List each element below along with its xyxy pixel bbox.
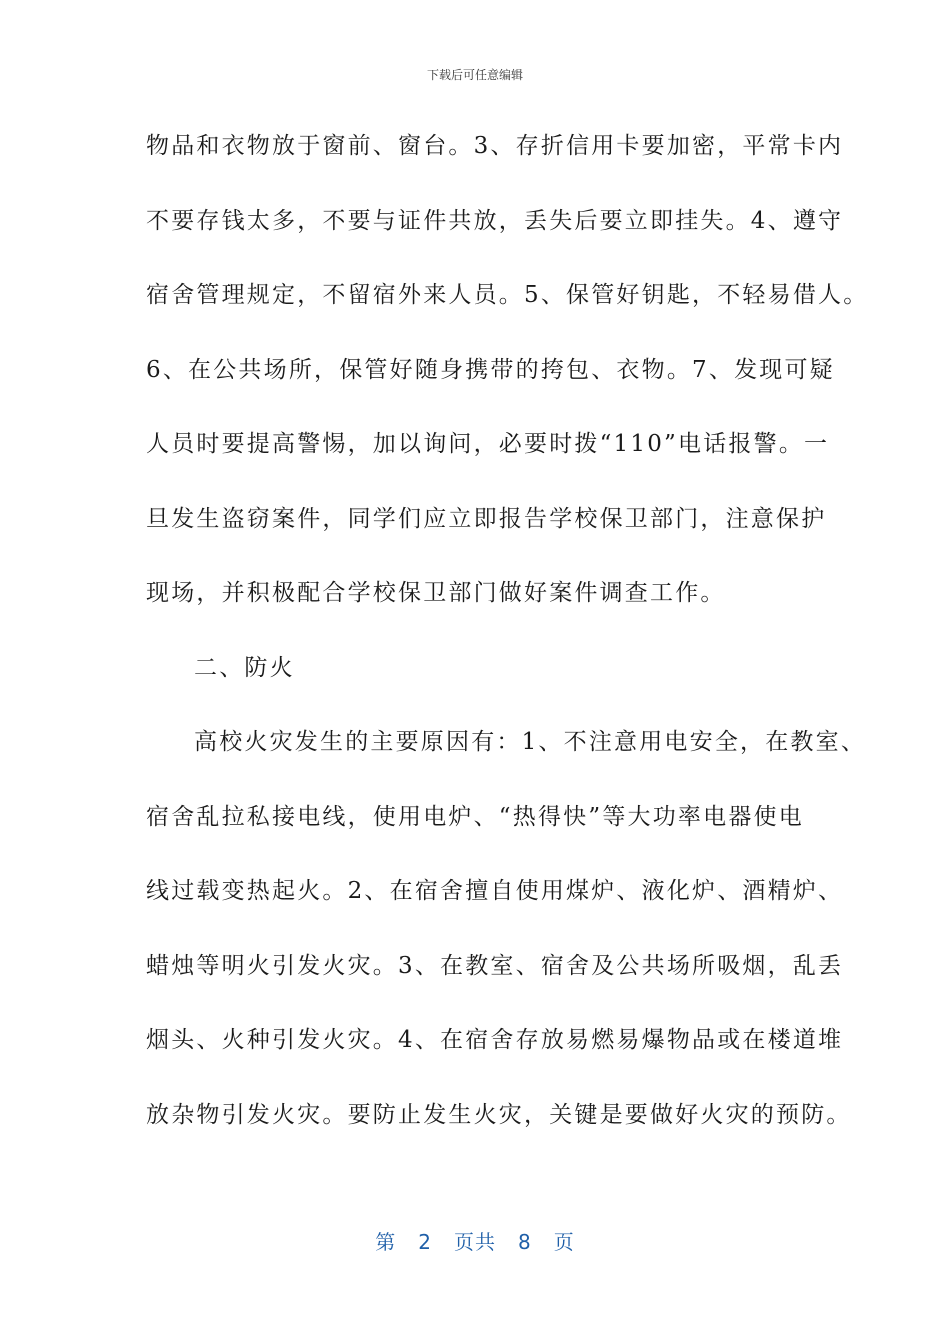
text-line: 旦发生盗窃案件，同学们应立即报告学校保卫部门，注意保护 <box>146 505 827 532</box>
text-line: 蜡烛等明火引发火灾。3、在教室、宿舍及公共场所吸烟，乱丢 <box>146 952 844 979</box>
text-line: 烟头、火种引发火灾。4、在宿舍存放易燃易爆物品或在楼道堆 <box>146 1027 844 1053</box>
text-line: 线过载变热起火。2、在宿舍擅自使用煤炉、液化炉、酒精炉、 <box>146 878 844 904</box>
total-pages-number: 8 <box>518 1230 532 1254</box>
current-page-number: 2 <box>418 1230 432 1254</box>
page-header: 下载后可任意编辑 <box>426 68 523 82</box>
footer-label-ye: 页 <box>553 1230 575 1254</box>
page-footer <box>0 1226 950 1255</box>
footer-label-ye-gong: 页共 <box>454 1230 496 1254</box>
text-line: 6、在公共场所，保管好随身携带的挎包、衣物。7、发现可疑 <box>146 356 835 383</box>
text-line: 人员时要提高警惕，加以询问，必要时拨“110”电话报警。一 <box>146 431 830 457</box>
text-line: 现场，并积极配合学校保卫部门做好案件调查工作。 <box>146 580 726 606</box>
text-line: 不要存钱太多，不要与证件共放，丢失后要立即挂失。4、遵守 <box>146 207 844 234</box>
footer-label-di: 第 <box>375 1230 397 1254</box>
body-text <box>146 120 869 1163</box>
section-heading: 二、防火 <box>194 654 295 681</box>
text-line: 放杂物引发火灾。要防止发生火灾，关键是要做好火灾的预防。 <box>146 1101 852 1128</box>
text-line: 宿舍管理规定，不留宿外来人员。5、保管好钥匙，不轻易借人。 <box>146 282 869 308</box>
text-line: 宿舍乱拉私接电线，使用电炉、“热得快”等大功率电器使电 <box>146 803 804 830</box>
text-line: 高校火灾发生的主要原因有：1、不注意用电安全，在教室、 <box>194 729 867 755</box>
text-line: 物品和衣物放于窗前、窗台。3、存折信用卡要加密，平常卡内 <box>146 133 844 159</box>
